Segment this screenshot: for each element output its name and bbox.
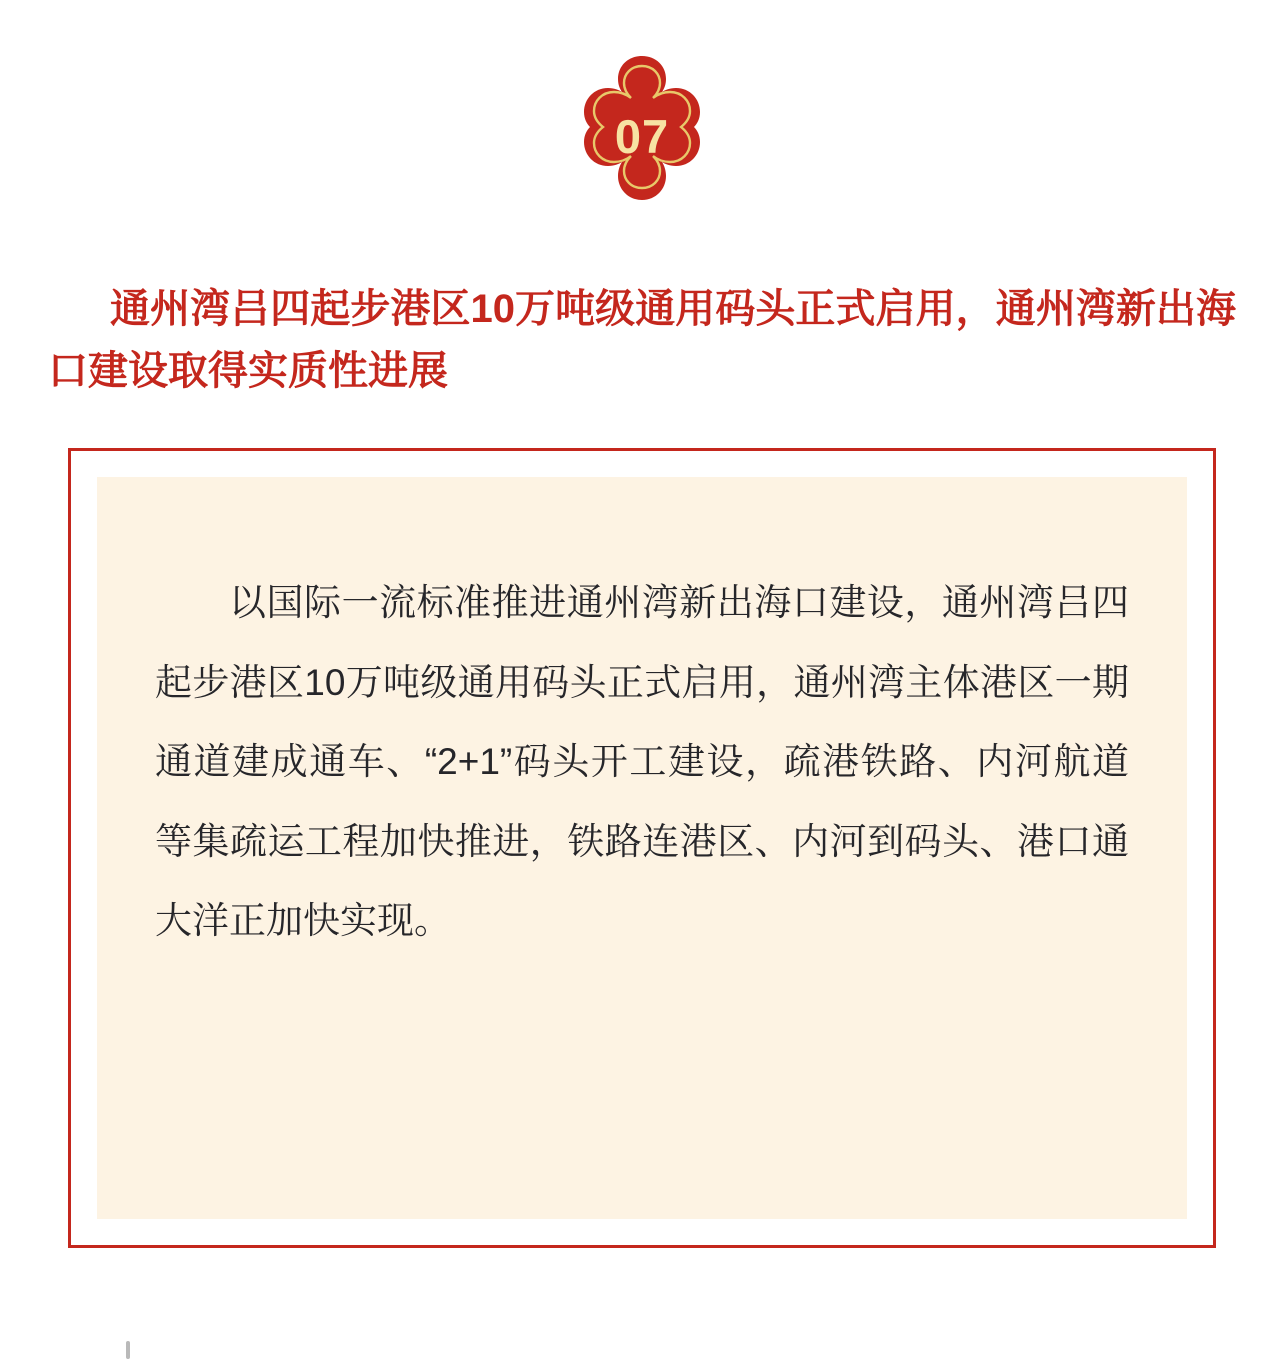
badge-container [0,0,1284,220]
scroll-indicator[interactable] [126,1341,130,1359]
section-badge [558,52,726,220]
page-title: 通州湾吕四起步港区10万吨级通用码头正式启用，通州湾新出海口建设取得实质性进展 [48,287,1236,393]
bottom-bar [0,1337,1284,1359]
body-card-inner [97,477,1187,1219]
body-card [68,448,1216,1248]
body-paragraph: 以国际一流标准推进通州湾新出海口建设，通州湾吕四起步港区10万吨级通用码头正式启用，通州湾主体港区一期通道建成通车、“2+1”码头开工建设，疏港铁路、内河航道等集疏运工程加快推进，铁路连港区、内河到码头、港口通大洋正加快实现。 [155,582,1129,942]
badge-number: 07 [614,109,670,163]
